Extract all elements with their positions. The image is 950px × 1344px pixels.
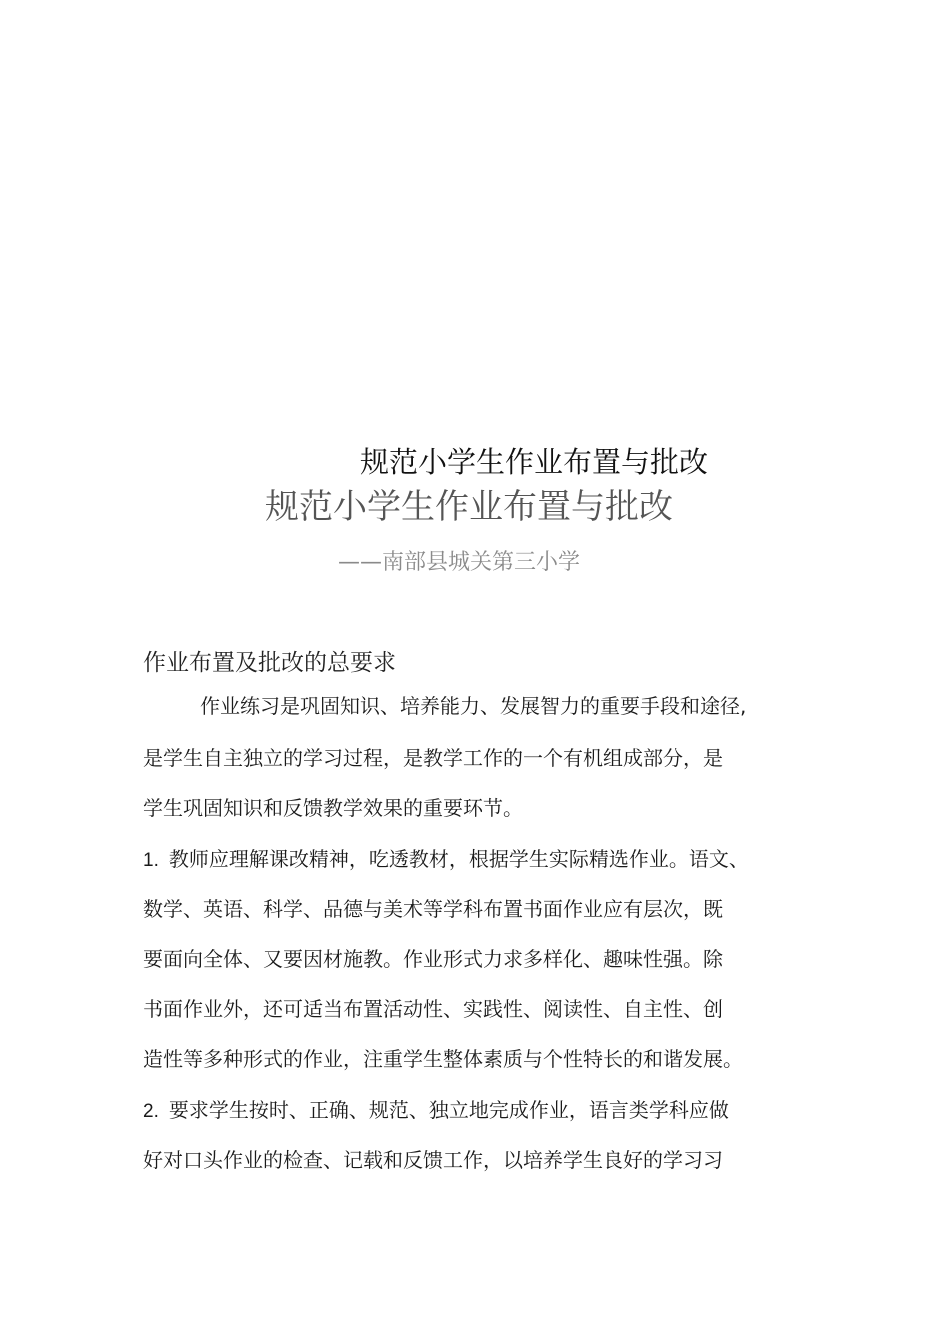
intro-line: 是学生自主独立的学习过程，是教学工作的一个有机组成部分，是 [143,746,723,770]
list-item-1 [143,843,749,872]
list-item-line: 造性等多种形式的作业，注重学生整体素质与个性特长的和谐发展。 [143,1047,743,1071]
intro-line: 学生巩固知识和反馈教学效果的重要环节。 [143,796,523,820]
list-item-text: 教师应理解课改精神，吃透教材，根据学生实际精选作业。语文、 [168,847,749,871]
document-title: 规范小学生作业布置与批改 [265,487,673,527]
list-item-line: 书面作业外，还可适当布置活动性、实践性、阅读性、自主性、创 [143,997,723,1021]
list-item-line: 要面向全体、又要因材施教。作业形式力求多样化、趣味性强。除 [143,947,723,971]
document-title-small: 规范小学生作业布置与批改 [360,445,709,479]
intro-line: 作业练习是巩固知识、培养能力、发展智力的重要手段和途径, [200,694,747,718]
list-item-line: 好对口头作业的检查、记载和反馈工作，以培养学生良好的学习习 [143,1148,723,1172]
document-subtitle: ——南部县城关第三小学 [338,550,581,575]
section-heading: 作业布置及批改的总要求 [143,650,396,676]
list-item-text: 要求学生按时、正确、规范、独立地完成作业，语言类学科应做 [168,1098,729,1122]
list-item-number: 1. [143,850,159,871]
list-item-2 [143,1094,729,1123]
list-item-number: 2. [143,1101,159,1122]
list-item-line: 数学、英语、科学、品德与美术等学科布置书面作业应有层次，既 [143,897,723,921]
